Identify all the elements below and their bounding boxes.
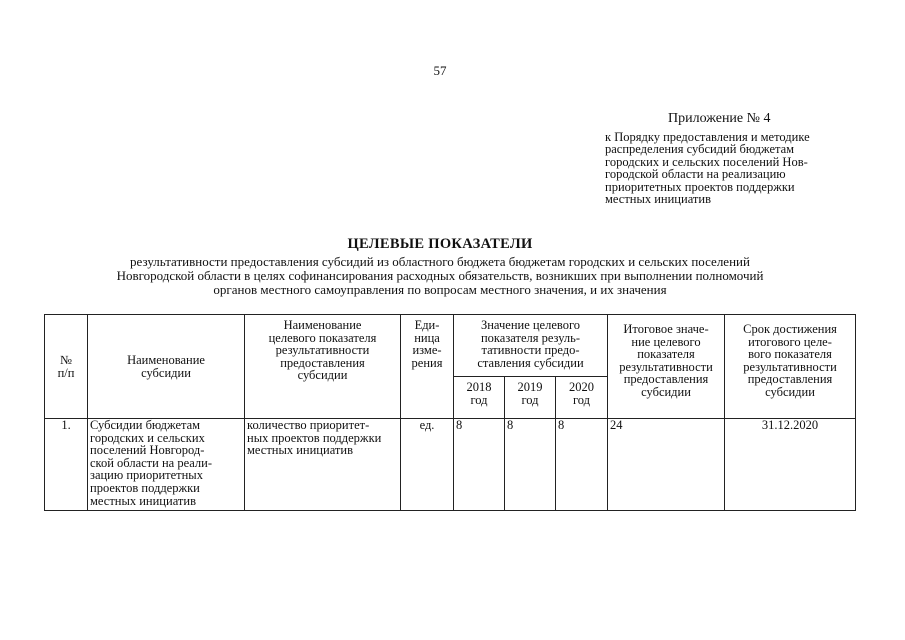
header-text: тативности предо- (481, 343, 580, 358)
header-text: субсидии (765, 384, 815, 399)
header-value-group (454, 315, 608, 377)
header-text: субсидии (641, 384, 691, 399)
header-text: Наименование (283, 318, 362, 332)
header-text: Значение целевого (480, 318, 581, 332)
cell-line: местных инициатив (90, 493, 196, 508)
header-text: рения (411, 355, 443, 370)
appendix-line: к Порядку предоставления и методике (605, 130, 810, 144)
cell-line: Субсидии бюджетам (90, 418, 201, 432)
appendix-reference (605, 131, 885, 205)
row-value-2018: 8 (454, 419, 505, 511)
table-row (45, 419, 856, 511)
header-final-value (608, 315, 725, 419)
header-text: год (470, 392, 488, 407)
document-title: ЦЕЛЕВЫЕ ПОКАЗАТЕЛИ (347, 236, 533, 252)
cell-line: ской области на реали- (90, 455, 213, 470)
header-year-2020 (556, 377, 608, 419)
header-text: субсидии (141, 365, 191, 380)
page-number: 57 (433, 63, 447, 78)
header-text: предоставления (623, 372, 709, 387)
header-indicator-name (245, 315, 401, 419)
header-subsidy-name (88, 315, 245, 419)
row-indicator-name (245, 419, 401, 511)
header-text: вого показателя (748, 347, 832, 362)
appendix-line: распределения субсидий бюджетам (605, 142, 795, 157)
header-text: результативности (619, 359, 713, 374)
header-text: Еди- (414, 318, 440, 332)
header-text: 2018 (466, 380, 492, 394)
header-text: показателя (637, 347, 695, 362)
header-text: год (572, 392, 591, 407)
cell-line: поселений Новгород- (90, 443, 205, 458)
row-final-value: 24 (608, 419, 725, 511)
header-text: ставления субсидии (477, 355, 584, 370)
header-num (45, 315, 88, 419)
header-text: субсидии (297, 368, 348, 383)
header-text: Наименование (127, 352, 205, 367)
cell-line: проектов поддержки (90, 480, 200, 495)
header-year-2019 (505, 377, 556, 419)
header-unit (401, 315, 454, 419)
header-text: предоставления (280, 355, 365, 370)
header-text: 2020 (569, 380, 594, 394)
subtitle-line: органов местного самоуправления по вопросам местного значения, и их значения (213, 282, 667, 297)
appendix-line: городских и сельских поселений Нов- (605, 154, 808, 169)
appendix-line: местных инициатив (605, 192, 711, 207)
indicators-table (44, 314, 856, 511)
subtitle-line: Новгородской области в целях софинансирования расходных обязательств, возникших при выполнении полномочий (116, 268, 764, 283)
row-deadline: 31.12.2020 (725, 419, 856, 511)
header-text: № (60, 352, 72, 367)
subtitle-line: результативности предоставления субсидий из областного бюджета бюджетам городских и сельских поселений (130, 254, 750, 269)
cell-line: городских и сельских (90, 430, 205, 445)
cell-line: ных проектов поддержки (247, 430, 382, 445)
row-value-2019: 8 (505, 419, 556, 511)
header-text: ница (414, 330, 440, 345)
header-text: результативности (743, 359, 837, 374)
cell-line: местных инициатив (247, 443, 353, 458)
header-year-2018 (454, 377, 505, 419)
header-text: предоставления (747, 372, 833, 387)
row-num: 1. (45, 419, 88, 511)
header-text: целевого показателя (268, 330, 377, 345)
cell-line: зацию приоритетных (90, 468, 203, 483)
appendix-line: приоритетных проектов поддержки (605, 179, 795, 194)
document-subtitle (40, 255, 840, 297)
header-text: ние целевого (631, 334, 701, 349)
header-text: показателя резуль- (480, 330, 581, 345)
header-text: изме- (412, 343, 442, 358)
row-value-2020: 8 (556, 419, 608, 511)
header-text: Итоговое значе- (623, 322, 709, 336)
header-text: 2019 (517, 380, 543, 394)
row-unit: ед. (401, 419, 454, 511)
header-text: Срок достижения (743, 322, 837, 336)
appendix-line: городской области на реализацию (605, 167, 786, 182)
header-text: результативности (275, 343, 370, 358)
row-subsidy-name (88, 419, 245, 511)
header-text: итогового целе- (748, 334, 832, 349)
header-deadline (725, 315, 856, 419)
cell-line: количество приоритет- (247, 418, 370, 432)
header-text: п/п (57, 365, 75, 380)
appendix-title: Приложение № 4 (668, 111, 771, 126)
header-text: год (521, 392, 539, 407)
